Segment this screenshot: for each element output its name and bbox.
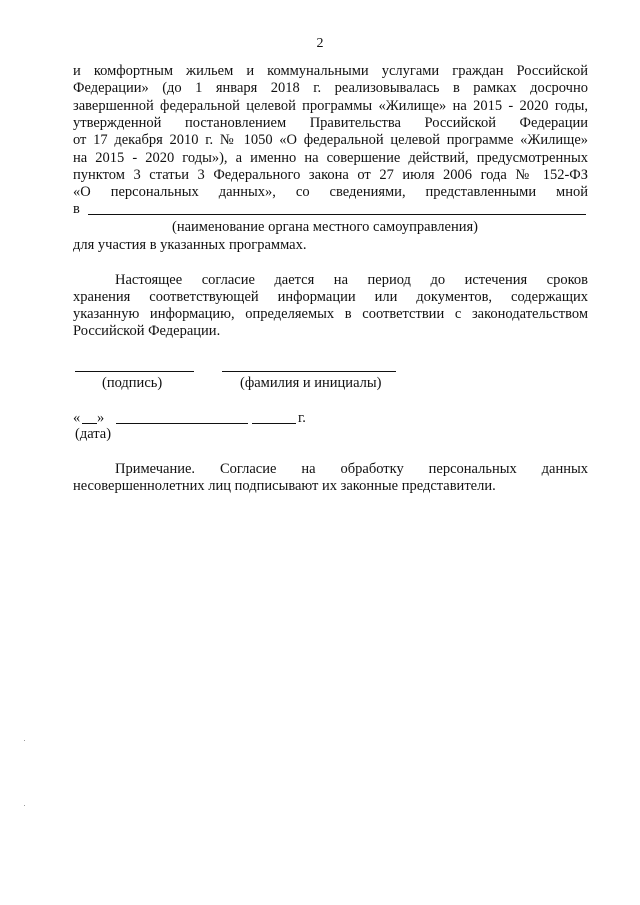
in-prefix: в [73, 201, 80, 217]
date-month-line [116, 423, 248, 424]
note-line: Примечание. Согласие на обработку персональных данных [115, 461, 588, 477]
paragraph-line: пунктом 3 статьи 3 Федерального закона от 27 июля 2006 года № 152-ФЗ [73, 167, 588, 183]
paragraph-line: Настоящее согласие дается на период до истечения сроков [115, 272, 588, 288]
date-year-line [252, 423, 296, 424]
date-caption: (дата) [75, 426, 112, 442]
organ-caption: (наименование органа местного самоуправления) [172, 219, 478, 235]
paragraph-line: указанную информацию, определяемых в соответствии с законодательством [73, 306, 588, 322]
date-year-suffix: г. [298, 410, 306, 426]
note-line: несовершеннолетних лиц подписывают их законные представители. [73, 478, 496, 494]
page-number: 2 [316, 36, 324, 51]
organ-fill-line [88, 214, 586, 215]
paragraph-line: утвержденной постановлением Правительства Российской Федерации [73, 115, 588, 131]
scan-mark [24, 740, 25, 741]
signature-fill-line [75, 371, 194, 372]
paragraph-line: и комфортным жильем и коммунальными услугами граждан Российской [73, 63, 588, 79]
paragraph-last-line: для участия в указанных программах. [73, 237, 307, 253]
paragraph-line: «О персональных данных», со сведениями, представленными мной [73, 184, 588, 200]
paragraph-last-line: Российской Федерации. [73, 323, 221, 339]
paragraph-line: Федерации» (до 1 января 2018 г. реализовывалась в рамках досрочно [73, 80, 588, 96]
paragraph-line: от 17 декабря 2010 г. № 1050 «О федеральной целевой программе «Жилище» [73, 132, 588, 148]
paragraph-line: хранения соответствующей информации или документов, содержащих [73, 289, 588, 305]
date-close-quote: » [97, 410, 105, 426]
scan-mark [24, 805, 25, 806]
name-fill-line [222, 371, 396, 372]
signature-caption: (подпись) [102, 375, 163, 391]
name-caption: (фамилия и инициалы) [240, 375, 382, 391]
date-open-quote: « [73, 410, 81, 426]
paragraph-line: завершенной федеральной целевой программы «Жилище» на 2015 - 2020 годы, [73, 98, 588, 114]
paragraph-line: на 2015 - 2020 годы»), а именно на совершение действий, предусмотренных [73, 150, 588, 166]
date-day-line [82, 423, 97, 424]
